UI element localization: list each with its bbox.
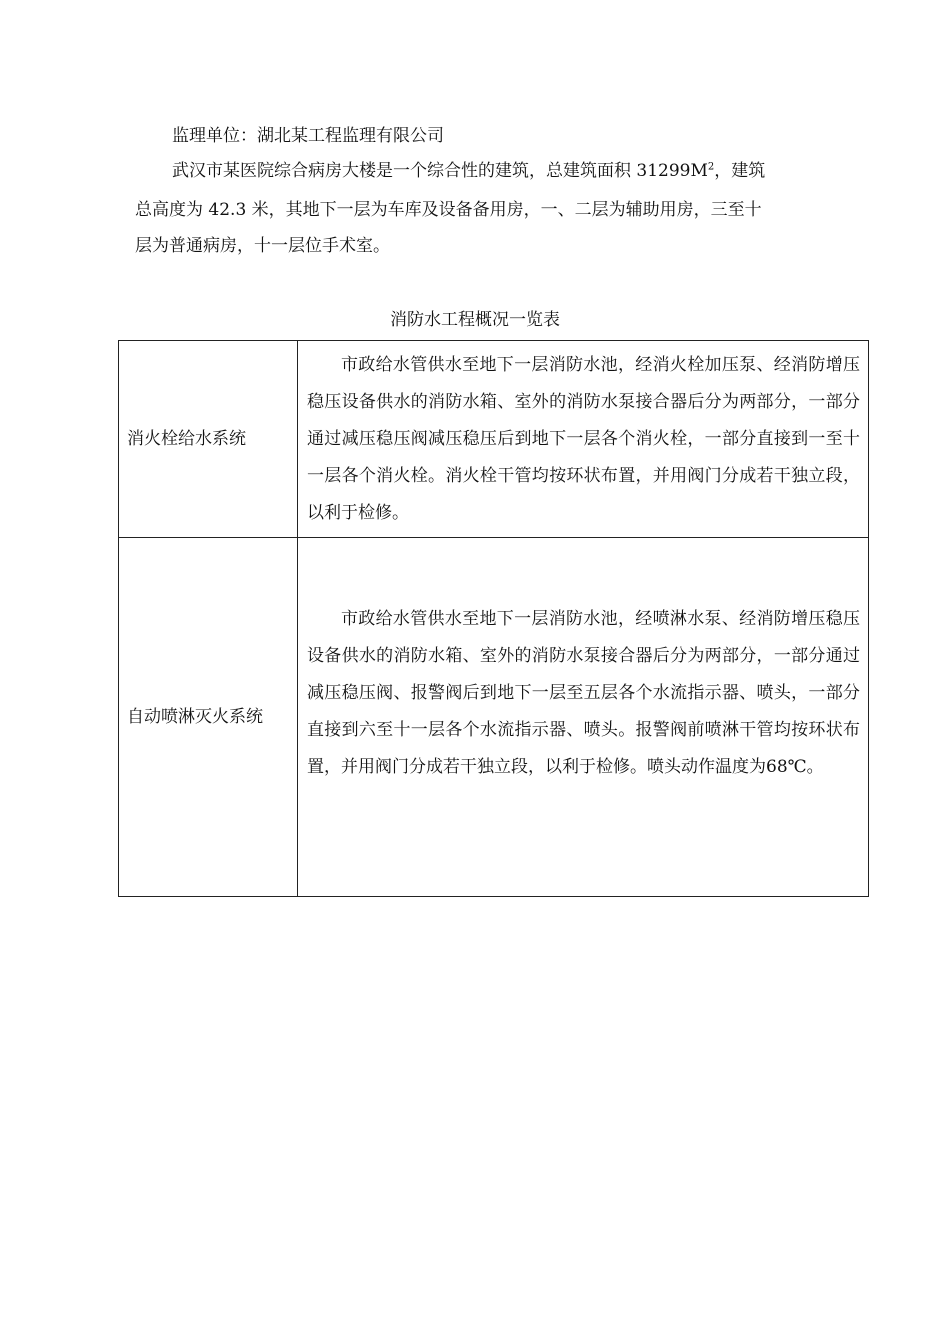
system-description-cell: 市政给水管供水至地下一层消防水池，经消火栓加压泵、经消防增压稳压设备供水的消防水箱、室外的消防水泵接合器后分为两部分，一部分通过减压稳压阀减压稳压后到地下一层各个消火栓，一部分直接到一至十一层各个消火栓。消火栓干管均按环状布置，并用阀门分成若干独立段，以利于检修。 [298,341,869,538]
supervisor-line: 监理单位：湖北某工程监理有限公司 [172,126,444,146]
intro-line-3: 层为普通病房，十一层位手术室。 [135,236,390,256]
system-name-cell: 自动喷淋灭火系统 [119,538,298,897]
area-superscript: 2 [707,161,715,173]
table-title: 消防水工程概况一览表 [390,310,560,330]
table-row [119,538,869,897]
system-description-cell: 市政给水管供水至地下一层消防水池，经喷淋水泵、经消防增压稳压设备供水的消防水箱、室外的消防水泵接合器后分为两部分，一部分通过减压稳压阀、报警阀后到地下一层至五层各个水流指示器、喷头，一部分直接到六至十一层各个水流指示器、喷头。报警阀前喷淋干管均按环状布置，并用阀门分成若干独立段，以利于检修。喷头动作温度为68℃。 [298,538,869,897]
intro-line-1-text: 武汉市某医院综合病房大楼是一个综合性的建筑，总建筑面积 31299M [172,161,708,181]
system-name-cell: 消火栓给水系统 [119,341,298,538]
intro-line-1 [172,161,765,181]
intro-line-2: 总高度为 42.3 米，其地下一层为车库及设备备用房，一、二层为辅助用房，三至十 [135,200,762,220]
fire-water-table [118,340,869,897]
intro-line-1-tail: ，建筑 [714,161,766,181]
table-row [119,341,869,538]
